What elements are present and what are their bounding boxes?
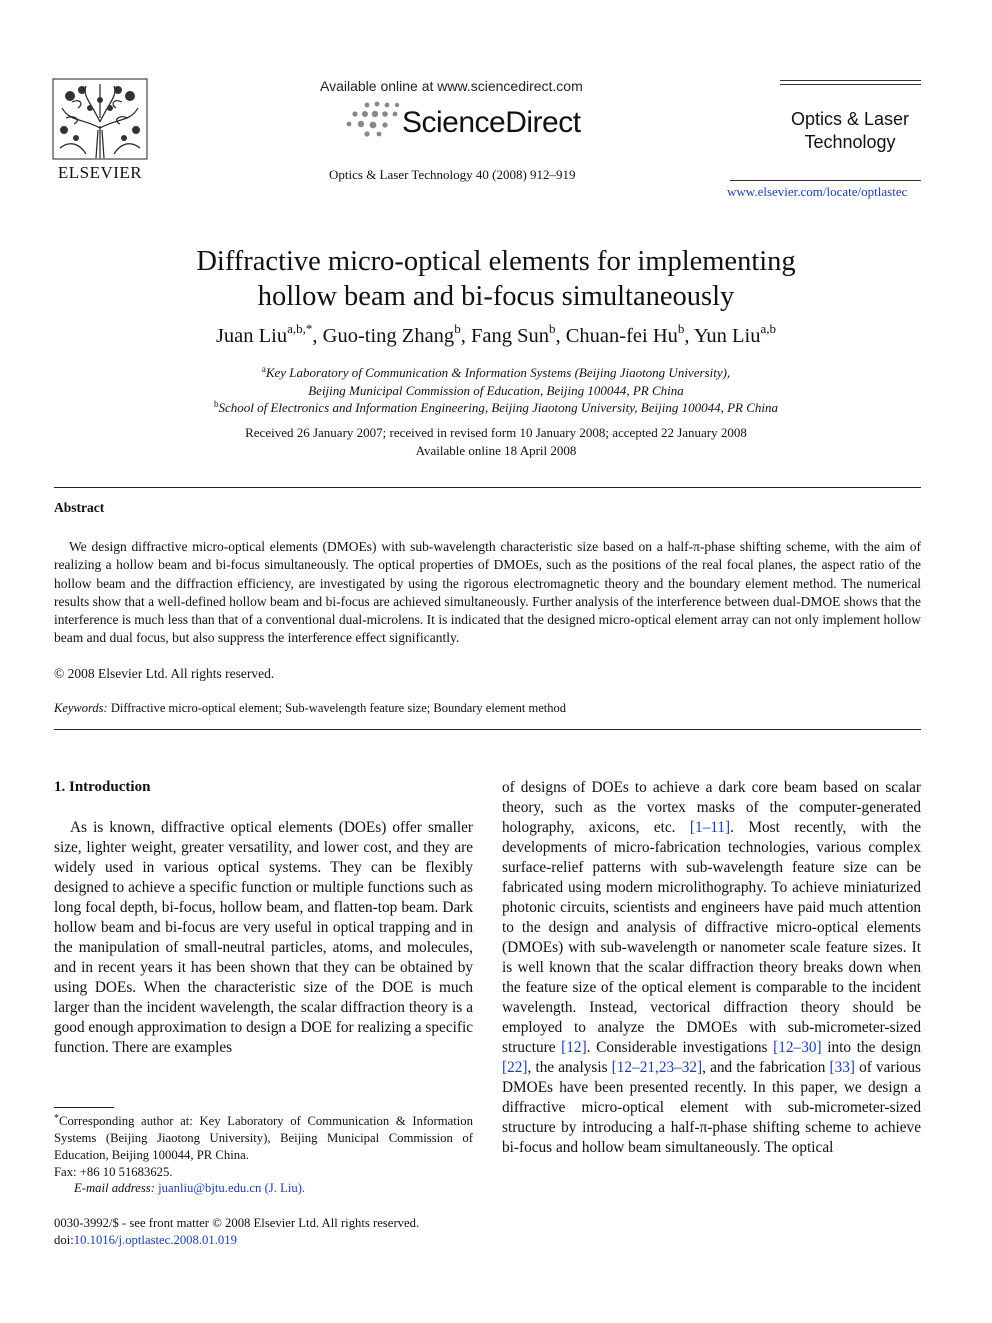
affiliation-b bbox=[60, 399, 932, 417]
email-label: E-mail address: bbox=[74, 1181, 155, 1195]
footnote-rule bbox=[54, 1107, 114, 1108]
section-heading: 1. Introduction bbox=[54, 779, 151, 795]
email-address bbox=[74, 1181, 305, 1196]
author-affil-mark: a,b,* bbox=[287, 321, 313, 336]
doi-line bbox=[54, 1233, 237, 1248]
available-date: Available online 18 April 2008 bbox=[415, 442, 577, 458]
affil-text: Key Laboratory of Communication & Information Systems (Beijing Jiaotong University), bbox=[265, 365, 731, 380]
body-text: of various DMOEs have been presented recently. In this paper, we design a diffractive micro-optical element with sub-micrometer-sized structure by introducing a half-π-phase shifting scheme to achieve bi-focus and hollow beam simultaneously. The optical bbox=[502, 1059, 921, 1156]
keywords bbox=[54, 701, 566, 716]
author-affil-mark: b bbox=[677, 321, 685, 336]
abstract-heading: Abstract bbox=[54, 500, 105, 515]
author-name: Fang Sun bbox=[470, 325, 549, 347]
abstract-top-rule bbox=[54, 487, 921, 488]
author-name: Chuan-fei Hu bbox=[565, 325, 678, 347]
affil-mark: a bbox=[261, 364, 266, 374]
abstract-bottom-rule bbox=[54, 729, 921, 730]
reference-link[interactable]: [12–30] bbox=[773, 1039, 822, 1056]
author-affil-mark: a,b bbox=[760, 321, 777, 336]
doi-link[interactable]: 10.1016/j.optlastec.2008.01.019 bbox=[73, 1233, 237, 1247]
header-rule bbox=[780, 84, 921, 85]
publisher-name: ELSEVIER bbox=[57, 163, 143, 182]
sciencedirect-dots-icon bbox=[345, 100, 405, 140]
affiliations bbox=[60, 364, 932, 417]
body-text: of designs of DOEs to achieve a dark core beam based on scalar theory, such as the vortex masks of the computer-generated holography, axicons, etc. bbox=[502, 779, 921, 836]
body-text: . Most recently, with the developments of micro-fabrication technologies, various complex surface-relief patterns with sub-wavelength feature size can be fabricated using modern microlithography. To achieve miniaturized photonic circuits, scientists and engineers have paid much attention to the design and analysis of diffractive micro-optical elements (DMOEs) with sub-wavelength or nanometer scale feature sizes. It is well known that the scalar diffraction theory breaks down when the feature size of the optical element is comparable to the incident wavelength. Instead, vectorical diffraction theory should be employed to analyze the DMOEs with sub-micrometer-sized structure bbox=[502, 819, 921, 1056]
body-text: , and the fabrication bbox=[702, 1059, 830, 1076]
abstract-copyright: © 2008 Elsevier Ltd. All rights reserved. bbox=[54, 666, 275, 681]
corresponding-author-note bbox=[54, 1113, 473, 1181]
keywords-label: Keywords: bbox=[54, 701, 108, 715]
author-separator: , bbox=[684, 325, 694, 347]
author-separator: , bbox=[312, 325, 323, 347]
article-dates bbox=[60, 424, 932, 459]
doi-label: doi: bbox=[54, 1233, 74, 1247]
received-dates: Received 26 January 2007; received in revised form 10 January 2008; accepted 22 January 2008 bbox=[245, 425, 747, 440]
journal-name-line: Technology bbox=[804, 132, 896, 152]
reference-link[interactable]: [33] bbox=[829, 1059, 855, 1076]
author-list bbox=[60, 321, 932, 348]
affil-text: School of Electronics and Information Engineering, Beijing Jiaotong University, Beijing 100044, PR China bbox=[218, 400, 779, 415]
body-text: . Considerable investigations bbox=[586, 1039, 774, 1056]
body-text: , the analysis bbox=[527, 1059, 612, 1076]
author-name: Yun Liu bbox=[693, 325, 761, 347]
email-link[interactable]: juanliu@bjtu.edu.cn (J. Liu). bbox=[154, 1181, 306, 1195]
affil-mark: b bbox=[213, 399, 219, 409]
author-affil-mark: b bbox=[548, 321, 556, 336]
article-title bbox=[60, 244, 932, 314]
author-separator: , bbox=[555, 325, 566, 347]
intro-right-column bbox=[502, 778, 921, 1158]
available-online-text: Available online at www.sciencedirect.com bbox=[320, 78, 583, 94]
fax-line: Fax: +86 10 51683625. bbox=[54, 1165, 173, 1179]
reference-link[interactable]: [12] bbox=[561, 1039, 587, 1056]
body-text: into the design bbox=[821, 1039, 921, 1056]
issn-line: 0030-3992/$ - see front matter © 2008 Elsevier Ltd. All rights reserved. bbox=[54, 1216, 420, 1230]
title-line: Diffractive micro-optical elements for implementing bbox=[196, 246, 796, 277]
title-line: hollow beam and bi-focus simultaneously bbox=[257, 281, 735, 312]
author-separator: , bbox=[460, 325, 471, 347]
intro-left-column: As is known, diffractive optical elements (DOEs) offer smaller size, lighter weight, greater versatility, and lower cost, and they are widely used in various optical systems. They can be flexibly designed to achieve a specific function or multiple functions such as long focal depth, bi-focus, hollow beam, and flatten-top beam. Dark hollow beam and bi-focus are very useful in optical trapping and in the manipulation of small-neutral particles, atoms, and molecules, and in recent years it has been shown that they can be obtained by using DOEs. When the characteristic size of the DOE is much larger than the incident wavelength, the scalar diffraction theory is a good enough approximation to design a DOE for realizing a specific function. There are examples bbox=[54, 819, 473, 1056]
footnote-star: * bbox=[54, 1113, 59, 1124]
journal-url-link[interactable]: www.elsevier.com/locate/optlastec bbox=[727, 184, 908, 199]
reference-link[interactable]: [1–11] bbox=[689, 819, 731, 836]
corresponding-text: *Corresponding author at: Key Laboratory of Communication & Information Systems (Beijing Jiaotong University), Beijing Municipal Commission of Education, Beijing 100044, PR China. bbox=[54, 1113, 473, 1162]
keywords-list: Diffractive micro-optical element; Sub-wavelength feature size; Boundary element method bbox=[107, 701, 566, 715]
author-name: Juan Liu bbox=[215, 325, 288, 347]
abstract-body: We design diffractive micro-optical elements (DMOEs) with sub-wavelength characteristic size based on a half-π-phase shifting scheme, with the aim of realizing a hollow beam and bi-focus simultaneously. The optical properties of DMOEs, such as the positions of the real focal planes, the aspect ratio of the hollow beam and the diffraction efficiency, are investigated by using the rigorous electromagnetic theory and the boundary element method. The numerical results show that a well-defined hollow beam and bi-focus are achieved simultaneously. Further analysis of the interference between dual-DMOE shows that the interference is much less than that of a conventional dual-microlens. It is indicated that the designed micro-optical element array can not only implement hollow beam and dual focus, but also suppress the interference effect significantly. bbox=[54, 539, 921, 646]
reference-link[interactable]: [12–21,23–32] bbox=[611, 1059, 703, 1076]
affiliation-a-cont: Beijing Municipal Commission of Education, Beijing 100044, PR China bbox=[308, 382, 684, 398]
sciencedirect-wordmark: ScienceDirect bbox=[402, 106, 581, 139]
affiliation-a bbox=[60, 364, 932, 382]
journal-name-line: Optics & Laser bbox=[790, 109, 910, 129]
journal-citation: Optics & Laser Technology 40 (2008) 912–919 bbox=[329, 167, 576, 182]
header-rule bbox=[730, 180, 921, 181]
author-affil-mark: b bbox=[454, 321, 461, 336]
author-name: Guo-ting Zhang bbox=[322, 325, 455, 347]
reference-link[interactable]: [22] bbox=[502, 1059, 528, 1076]
journal-name bbox=[770, 108, 930, 154]
header-rule bbox=[780, 80, 921, 81]
